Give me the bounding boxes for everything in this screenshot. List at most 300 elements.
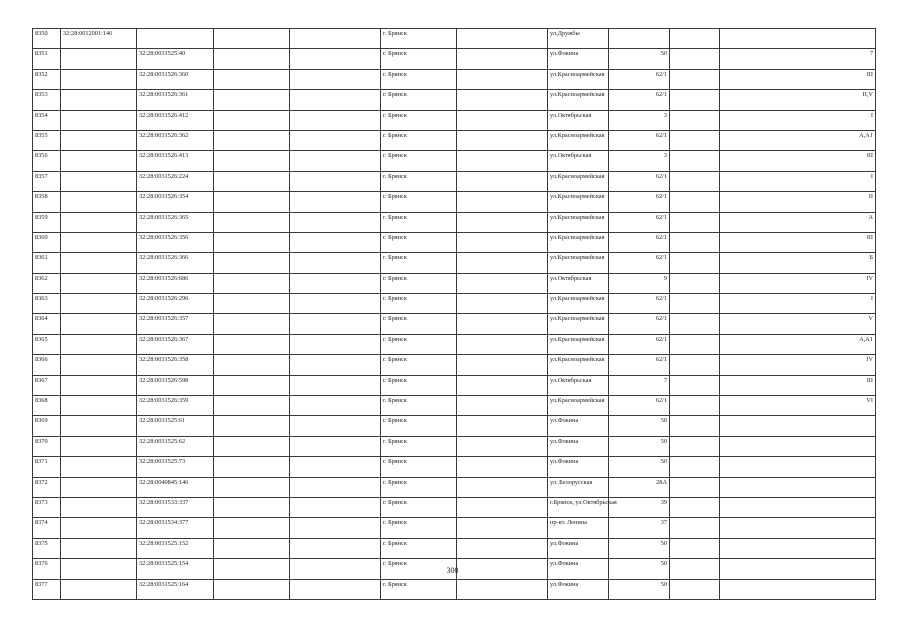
- record-number-cell: 8350: [33, 29, 61, 49]
- empty-cell: [290, 457, 381, 477]
- premises-cell: I: [720, 294, 876, 314]
- empty-cell: [457, 375, 548, 395]
- cadastral-number-cell: [61, 69, 137, 89]
- cadastral-number-alt-cell: 32:28:0031525:62: [137, 436, 214, 456]
- city-cell: г. Брянск: [381, 212, 457, 232]
- street-cell: ул.Красноармейская: [548, 314, 609, 334]
- cadastral-number-alt-cell: 32:28:0031526:358: [137, 355, 214, 375]
- empty-cell: [290, 192, 381, 212]
- empty-cell: [670, 192, 720, 212]
- house-number-cell: 62/1: [609, 334, 670, 354]
- empty-cell: [457, 355, 548, 375]
- cadastral-number-alt-cell: 32:28:0031525:40: [137, 49, 214, 69]
- record-number-cell: 8360: [33, 232, 61, 252]
- table-row: [33, 49, 876, 69]
- house-number-cell: 50: [609, 436, 670, 456]
- city-cell: г. Брянск: [381, 436, 457, 456]
- empty-cell: [670, 273, 720, 293]
- table-row: [33, 273, 876, 293]
- empty-cell: [290, 151, 381, 171]
- empty-cell: [290, 579, 381, 599]
- cadastral-number-alt-cell: 32:28:0031526:224: [137, 171, 214, 191]
- city-cell: г. Брянск: [381, 355, 457, 375]
- street-cell: ул.Фокина: [548, 579, 609, 599]
- empty-cell: [670, 457, 720, 477]
- city-cell: г. Брянск: [381, 151, 457, 171]
- cadastral-number-alt-cell: 32:28:0031534:377: [137, 518, 214, 538]
- empty-cell: [457, 457, 548, 477]
- empty-cell: [457, 436, 548, 456]
- registry-table-body: [33, 29, 876, 600]
- empty-cell: [214, 314, 290, 334]
- street-cell: ул.Дружбы: [548, 29, 609, 49]
- empty-cell: [670, 375, 720, 395]
- empty-cell: [214, 436, 290, 456]
- cadastral-number-alt-cell: 32:28:0031526:361: [137, 90, 214, 110]
- empty-cell: [670, 477, 720, 497]
- empty-cell: [290, 29, 381, 49]
- cadastral-number-alt-cell: 32:28:0031526:354: [137, 192, 214, 212]
- empty-cell: [214, 538, 290, 558]
- empty-cell: [214, 355, 290, 375]
- empty-cell: [670, 396, 720, 416]
- cadastral-number-alt-cell: 32:28:0031526:598: [137, 375, 214, 395]
- record-number-cell: 8372: [33, 477, 61, 497]
- street-cell: ул.Октябрьская: [548, 273, 609, 293]
- empty-cell: [670, 171, 720, 191]
- record-number-cell: 8373: [33, 497, 61, 517]
- empty-cell: [214, 253, 290, 273]
- table-row: [33, 538, 876, 558]
- empty-cell: [214, 171, 290, 191]
- cadastral-number-cell: [61, 436, 137, 456]
- premises-cell: [720, 457, 876, 477]
- record-number-cell: 8352: [33, 69, 61, 89]
- empty-cell: [457, 477, 548, 497]
- empty-cell: [214, 110, 290, 130]
- record-number-cell: 8367: [33, 375, 61, 395]
- cadastral-number-alt-cell: 32:28:0031525:152: [137, 538, 214, 558]
- cadastral-number-cell: [61, 497, 137, 517]
- table-row: [33, 477, 876, 497]
- cadastral-number-cell: [61, 253, 137, 273]
- street-cell: ул.Красноармейская: [548, 294, 609, 314]
- empty-cell: [214, 29, 290, 49]
- empty-cell: [214, 579, 290, 599]
- cadastral-number-cell: [61, 355, 137, 375]
- cadastral-number-cell: [61, 416, 137, 436]
- premises-cell: [720, 497, 876, 517]
- street-cell: ул.Красноармейская: [548, 69, 609, 89]
- premises-cell: II,V: [720, 90, 876, 110]
- house-number-cell: 62/1: [609, 192, 670, 212]
- empty-cell: [290, 171, 381, 191]
- house-number-cell: 62/1: [609, 69, 670, 89]
- cadastral-number-alt-cell: 32:28:0031526:296: [137, 294, 214, 314]
- house-number-cell: 62/1: [609, 130, 670, 150]
- empty-cell: [214, 457, 290, 477]
- cadastral-number-alt-cell: 32:28:0031526:362: [137, 130, 214, 150]
- table-row: [33, 69, 876, 89]
- empty-cell: [290, 130, 381, 150]
- house-number-cell: 62/1: [609, 171, 670, 191]
- record-number-cell: 8364: [33, 314, 61, 334]
- record-number-cell: 8361: [33, 253, 61, 273]
- empty-cell: [457, 90, 548, 110]
- empty-cell: [457, 171, 548, 191]
- empty-cell: [670, 518, 720, 538]
- empty-cell: [670, 69, 720, 89]
- record-number-cell: 8351: [33, 49, 61, 69]
- cadastral-number-cell: [61, 110, 137, 130]
- premises-cell: [720, 29, 876, 49]
- city-cell: г. Брянск: [381, 375, 457, 395]
- cadastral-number-alt-cell: 32:28:0040845:146: [137, 477, 214, 497]
- cadastral-number-alt-cell: 32:28:0031526:365: [137, 212, 214, 232]
- house-number-cell: 50: [609, 457, 670, 477]
- premises-cell: V: [720, 314, 876, 334]
- street-cell: ул.Октябрьская: [548, 375, 609, 395]
- empty-cell: [457, 294, 548, 314]
- empty-cell: [670, 232, 720, 252]
- record-number-cell: 8358: [33, 192, 61, 212]
- empty-cell: [670, 212, 720, 232]
- street-cell: ул.Красноармейская: [548, 232, 609, 252]
- city-cell: г. Брянск: [381, 538, 457, 558]
- record-number-cell: 8365: [33, 334, 61, 354]
- table-row: [33, 355, 876, 375]
- empty-cell: [214, 396, 290, 416]
- empty-cell: [214, 232, 290, 252]
- cadastral-number-cell: [61, 212, 137, 232]
- empty-cell: [214, 273, 290, 293]
- cadastral-number-cell: [61, 294, 137, 314]
- cadastral-number-cell: [61, 457, 137, 477]
- record-number-cell: 8353: [33, 90, 61, 110]
- street-cell: г.Брянск, ул.Октябрьская: [548, 497, 609, 517]
- house-number-cell: 62/1: [609, 253, 670, 273]
- empty-cell: [290, 334, 381, 354]
- house-number-cell: 3: [609, 151, 670, 171]
- table-row: [33, 436, 876, 456]
- empty-cell: [214, 151, 290, 171]
- street-cell: ул.Красноармейская: [548, 130, 609, 150]
- empty-cell: [214, 192, 290, 212]
- street-cell: ул.Красноармейская: [548, 171, 609, 191]
- city-cell: г. Брянск: [381, 559, 457, 579]
- empty-cell: [457, 396, 548, 416]
- premises-cell: IV: [720, 273, 876, 293]
- premises-cell: [720, 538, 876, 558]
- record-number-cell: 8374: [33, 518, 61, 538]
- registry-table: [32, 28, 876, 600]
- empty-cell: [290, 416, 381, 436]
- page-number: 300: [446, 566, 459, 575]
- city-cell: г. Брянск: [381, 579, 457, 599]
- cadastral-number-alt-cell: [137, 29, 214, 49]
- premises-cell: [720, 518, 876, 538]
- city-cell: г. Брянск: [381, 518, 457, 538]
- table-row: [33, 416, 876, 436]
- street-cell: ул.Красноармейская: [548, 192, 609, 212]
- empty-cell: [670, 538, 720, 558]
- premises-cell: III: [720, 232, 876, 252]
- cadastral-number-cell: [61, 518, 137, 538]
- street-cell: ул.Фокина: [548, 538, 609, 558]
- empty-cell: [214, 416, 290, 436]
- empty-cell: [290, 477, 381, 497]
- empty-cell: [290, 314, 381, 334]
- city-cell: г. Брянск: [381, 232, 457, 252]
- empty-cell: [457, 579, 548, 599]
- premises-cell: [720, 579, 876, 599]
- house-number-cell: 37: [609, 518, 670, 538]
- city-cell: г. Брянск: [381, 477, 457, 497]
- record-number-cell: 8356: [33, 151, 61, 171]
- city-cell: г. Брянск: [381, 171, 457, 191]
- record-number-cell: 8355: [33, 130, 61, 150]
- empty-cell: [457, 334, 548, 354]
- empty-cell: [290, 273, 381, 293]
- premises-cell: II: [720, 192, 876, 212]
- cadastral-number-alt-cell: 32:28:0031526:360: [137, 69, 214, 89]
- street-cell: ул.Фокина: [548, 559, 609, 579]
- street-cell: ул.Красноармейская: [548, 253, 609, 273]
- street-cell: ул.Красноармейская: [548, 355, 609, 375]
- empty-cell: [214, 212, 290, 232]
- record-number-cell: 8362: [33, 273, 61, 293]
- cadastral-number-cell: [61, 375, 137, 395]
- empty-cell: [670, 355, 720, 375]
- cadastral-number-alt-cell: 32:28:0031526:686: [137, 273, 214, 293]
- premises-cell: VI: [720, 396, 876, 416]
- record-number-cell: 8357: [33, 171, 61, 191]
- empty-cell: [290, 294, 381, 314]
- empty-cell: [457, 110, 548, 130]
- house-number-cell: 50: [609, 49, 670, 69]
- cadastral-number-alt-cell: 32:28:0031526:366: [137, 253, 214, 273]
- table-row: [33, 396, 876, 416]
- record-number-cell: 8359: [33, 212, 61, 232]
- street-cell: ул.Красноармейская: [548, 212, 609, 232]
- cadastral-number-alt-cell: 32:28:0031526:359: [137, 396, 214, 416]
- empty-cell: [670, 416, 720, 436]
- record-number-cell: 8371: [33, 457, 61, 477]
- house-number-cell: 62/1: [609, 294, 670, 314]
- empty-cell: [290, 375, 381, 395]
- street-cell: ул.Фокина: [548, 436, 609, 456]
- empty-cell: [457, 151, 548, 171]
- record-number-cell: 8354: [33, 110, 61, 130]
- street-cell: ул.Фокина: [548, 457, 609, 477]
- house-number-cell: 28А: [609, 477, 670, 497]
- city-cell: г. Брянск: [381, 314, 457, 334]
- empty-cell: [214, 477, 290, 497]
- table-row: [33, 171, 876, 191]
- empty-cell: [290, 232, 381, 252]
- empty-cell: [457, 416, 548, 436]
- house-number-cell: 50: [609, 579, 670, 599]
- city-cell: г. Брянск: [381, 192, 457, 212]
- record-number-cell: 8368: [33, 396, 61, 416]
- cadastral-number-cell: [61, 334, 137, 354]
- house-number-cell: [609, 29, 670, 49]
- record-number-cell: 8376: [33, 559, 61, 579]
- cadastral-number-alt-cell: 32:28:0031533:337: [137, 497, 214, 517]
- empty-cell: [290, 49, 381, 69]
- empty-cell: [290, 355, 381, 375]
- table-row: [33, 497, 876, 517]
- empty-cell: [670, 436, 720, 456]
- table-row: [33, 110, 876, 130]
- empty-cell: [457, 130, 548, 150]
- city-cell: г. Брянск: [381, 69, 457, 89]
- premises-cell: I: [720, 110, 876, 130]
- empty-cell: [290, 69, 381, 89]
- cadastral-number-alt-cell: 32:28:0031525:73: [137, 457, 214, 477]
- premises-cell: 7: [720, 49, 876, 69]
- cadastral-number-cell: [61, 232, 137, 252]
- premises-cell: А,А1: [720, 130, 876, 150]
- cadastral-number-alt-cell: 32:28:0031525:154: [137, 559, 214, 579]
- empty-cell: [457, 273, 548, 293]
- street-cell: ул.Красноармейская: [548, 334, 609, 354]
- cadastral-number-alt-cell: 32:28:0031526:367: [137, 334, 214, 354]
- empty-cell: [290, 497, 381, 517]
- city-cell: г. Брянск: [381, 497, 457, 517]
- cadastral-number-cell: [61, 314, 137, 334]
- empty-cell: [457, 518, 548, 538]
- table-row: [33, 314, 876, 334]
- empty-cell: [457, 253, 548, 273]
- empty-cell: [290, 253, 381, 273]
- empty-cell: [290, 396, 381, 416]
- cadastral-number-cell: [61, 151, 137, 171]
- table-row: [33, 375, 876, 395]
- table-row: [33, 457, 876, 477]
- street-cell: пр-кт. Ленина: [548, 518, 609, 538]
- house-number-cell: 62/1: [609, 232, 670, 252]
- cadastral-number-cell: [61, 477, 137, 497]
- premises-cell: IV: [720, 355, 876, 375]
- table-row: [33, 192, 876, 212]
- empty-cell: [457, 29, 548, 49]
- house-number-cell: 62/1: [609, 355, 670, 375]
- table-row: [33, 130, 876, 150]
- house-number-cell: 39: [609, 497, 670, 517]
- empty-cell: [457, 232, 548, 252]
- table-row: [33, 151, 876, 171]
- premises-cell: III: [720, 375, 876, 395]
- empty-cell: [214, 497, 290, 517]
- cadastral-number-alt-cell: 32:28:0031526:357: [137, 314, 214, 334]
- empty-cell: [214, 90, 290, 110]
- empty-cell: [670, 90, 720, 110]
- city-cell: г. Брянск: [381, 253, 457, 273]
- empty-cell: [457, 69, 548, 89]
- empty-cell: [214, 69, 290, 89]
- empty-cell: [214, 49, 290, 69]
- empty-cell: [670, 253, 720, 273]
- cadastral-number-cell: [61, 396, 137, 416]
- record-number-cell: 8363: [33, 294, 61, 314]
- premises-cell: А,А1: [720, 334, 876, 354]
- house-number-cell: 62/1: [609, 396, 670, 416]
- record-number-cell: 8369: [33, 416, 61, 436]
- cadastral-number-cell: [61, 192, 137, 212]
- empty-cell: [670, 49, 720, 69]
- street-cell: ул.Фокина: [548, 416, 609, 436]
- house-number-cell: 50: [609, 416, 670, 436]
- house-number-cell: 7: [609, 375, 670, 395]
- city-cell: г. Брянск: [381, 334, 457, 354]
- empty-cell: [670, 151, 720, 171]
- house-number-cell: 3: [609, 110, 670, 130]
- empty-cell: [457, 314, 548, 334]
- empty-cell: [214, 518, 290, 538]
- table-row: [33, 518, 876, 538]
- cadastral-number-cell: [61, 171, 137, 191]
- table-row: [33, 90, 876, 110]
- empty-cell: [290, 90, 381, 110]
- empty-cell: [457, 538, 548, 558]
- record-number-cell: 8377: [33, 579, 61, 599]
- house-number-cell: 50: [609, 559, 670, 579]
- city-cell: г. Брянск: [381, 90, 457, 110]
- premises-cell: III: [720, 151, 876, 171]
- empty-cell: [457, 212, 548, 232]
- empty-cell: [214, 130, 290, 150]
- table-row: [33, 212, 876, 232]
- table-row: [33, 334, 876, 354]
- table-row: [33, 232, 876, 252]
- city-cell: г. Брянск: [381, 294, 457, 314]
- table-row: [33, 29, 876, 49]
- table-row: [33, 294, 876, 314]
- city-cell: г. Брянск: [381, 273, 457, 293]
- empty-cell: [670, 579, 720, 599]
- empty-cell: [214, 334, 290, 354]
- empty-cell: [290, 518, 381, 538]
- cadastral-number-cell: [61, 273, 137, 293]
- city-cell: г. Брянск: [381, 29, 457, 49]
- cadastral-number-cell: [61, 538, 137, 558]
- cadastral-number-cell: 32:28:0012001:146: [61, 29, 137, 49]
- house-number-cell: 62/1: [609, 212, 670, 232]
- house-number-cell: 50: [609, 538, 670, 558]
- city-cell: г. Брянск: [381, 396, 457, 416]
- city-cell: г. Брянск: [381, 130, 457, 150]
- premises-cell: [720, 477, 876, 497]
- cadastral-number-alt-cell: 32:28:0031525:61: [137, 416, 214, 436]
- empty-cell: [670, 294, 720, 314]
- house-number-cell: 62/1: [609, 90, 670, 110]
- empty-cell: [290, 436, 381, 456]
- table-row: [33, 579, 876, 599]
- cadastral-number-cell: [61, 49, 137, 69]
- cadastral-number-cell: [61, 130, 137, 150]
- empty-cell: [670, 110, 720, 130]
- cadastral-number-alt-cell: 32:28:0031526:413: [137, 151, 214, 171]
- empty-cell: [290, 538, 381, 558]
- premises-cell: III: [720, 69, 876, 89]
- cadastral-number-cell: [61, 90, 137, 110]
- premises-cell: Б: [720, 253, 876, 273]
- street-cell: ул.Фокина: [548, 49, 609, 69]
- cadastral-number-cell: [61, 579, 137, 599]
- table-row: [33, 253, 876, 273]
- record-number-cell: 8375: [33, 538, 61, 558]
